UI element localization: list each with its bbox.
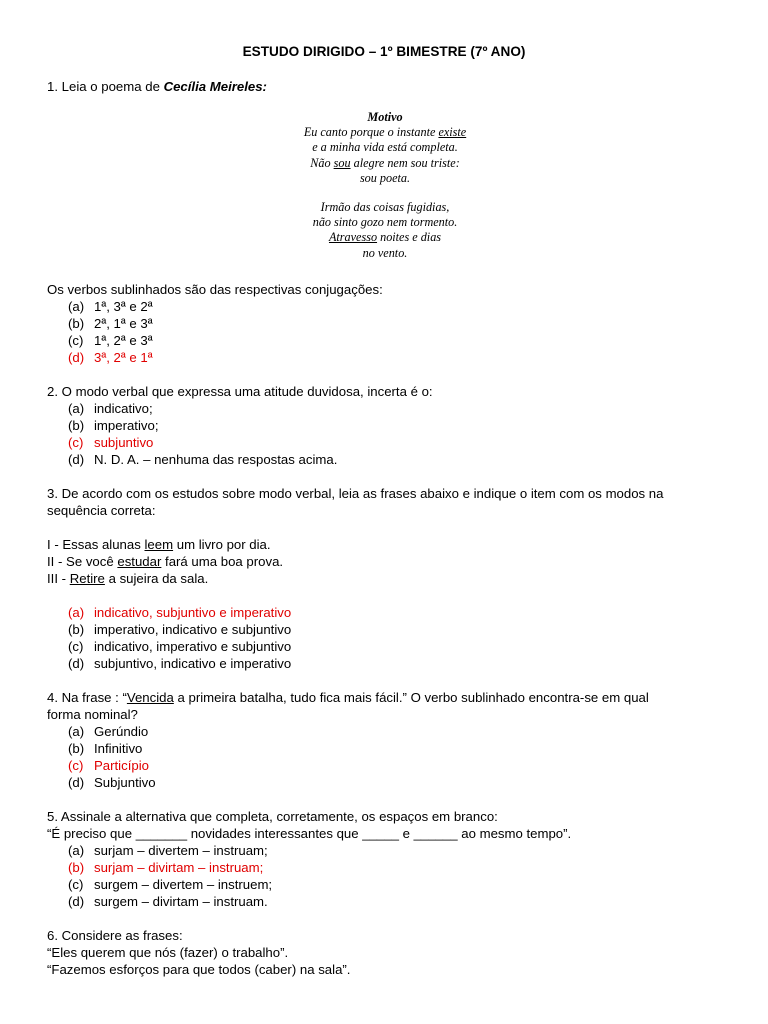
option-label: (d) <box>68 656 85 671</box>
q3-option-d[interactable] <box>68 655 291 672</box>
q4-question-line-2: forma nominal? <box>47 707 138 722</box>
sentence-text: a sujeira da sala. <box>104 571 209 586</box>
poem-text: noites e dias <box>377 230 442 245</box>
underlined-verb: leem <box>144 537 174 552</box>
poem-text: Eu canto porque o instante <box>303 125 439 140</box>
poem-line <box>200 156 570 171</box>
option-label: (c) <box>68 333 84 348</box>
q2-option-b[interactable] <box>68 417 159 434</box>
q1-question: Os verbos sublinhados são das respectivas conjugações: <box>47 282 383 297</box>
sentence-text: II - Se você <box>47 554 118 569</box>
q3-option-b[interactable] <box>68 621 291 638</box>
underlined-verb: Atravesso <box>328 230 378 245</box>
underlined-verb: existe <box>438 125 467 140</box>
option-text: surjam – divertem – instruam; <box>94 843 268 858</box>
option-label: (c) <box>68 758 84 773</box>
poem-text: Não <box>310 155 334 170</box>
option-label: (c) <box>68 639 84 654</box>
option-text: surjam – divirtam – instruam; <box>94 860 264 875</box>
option-text: 2ª, 1ª e 3ª <box>94 316 153 331</box>
option-text: indicativo; <box>94 401 153 416</box>
option-text: indicativo, imperativo e subjuntivo <box>94 639 292 654</box>
q4-option-b[interactable] <box>68 740 142 757</box>
option-text: 1ª, 2ª e 3ª <box>94 333 153 348</box>
q3-question-line-2: sequência correta: <box>47 503 156 518</box>
option-label: (c) <box>68 435 84 450</box>
q1-intro <box>47 78 267 95</box>
q6-question: 6. Considere as frases: <box>47 928 183 943</box>
poem-line <box>200 230 570 245</box>
stanza-gap <box>200 186 570 200</box>
underlined-verb: estudar <box>117 554 162 569</box>
poem-line: no vento. <box>362 245 408 260</box>
q3-question-line-1: 3. De acordo com os estudos sobre modo verbal, leia as frases abaixo e indique o item com os modos na <box>47 486 664 501</box>
q5-option-b-answer[interactable] <box>68 859 263 876</box>
option-label: (d) <box>68 350 85 365</box>
q1-intro-text: 1. Leia o poema de <box>47 79 164 94</box>
underlined-verb: Retire <box>69 571 105 586</box>
q1-option-b[interactable] <box>68 315 153 332</box>
q2-option-a[interactable] <box>68 400 153 417</box>
sentence-text: fará uma boa prova. <box>161 554 284 569</box>
poem-line: não sinto gozo nem tormento. <box>312 215 458 230</box>
option-text: N. D. A. – nenhuma das respostas acima. <box>94 452 338 467</box>
option-label: (b) <box>68 860 85 875</box>
poem-title: Motivo <box>367 110 403 124</box>
poem-line: sou poeta. <box>359 170 411 185</box>
option-label: (c) <box>68 877 84 892</box>
option-label: (a) <box>68 605 85 620</box>
q4-question-line-1 <box>47 689 649 706</box>
option-label: (d) <box>68 775 85 790</box>
q3-sentence-1 <box>47 536 271 553</box>
document-title: ESTUDO DIRIGIDO – 1º BIMESTRE (7º ANO) <box>242 44 526 59</box>
option-label: (d) <box>68 452 85 467</box>
poem-line: Irmão das coisas fugidias, <box>320 200 450 215</box>
option-text: Gerúndio <box>94 724 149 739</box>
q5-sentence: “É preciso que _______ novidades interessantes que _____ e ______ ao mesmo tempo”. <box>47 826 572 841</box>
poem-text: alegre nem sou triste: <box>350 155 460 170</box>
option-text: Infinitivo <box>94 741 143 756</box>
option-text: surgem – divirtam – instruam. <box>94 894 268 909</box>
q3-option-a-answer[interactable] <box>68 604 291 621</box>
q5-option-c[interactable] <box>68 876 272 893</box>
q2-option-c-answer[interactable] <box>68 434 153 451</box>
q6-sentence-1: “Eles querem que nós (fazer) o trabalho”. <box>47 945 289 960</box>
q4-option-c-answer[interactable] <box>68 757 149 774</box>
q2-option-d[interactable] <box>68 451 337 468</box>
option-text: 1ª, 3ª e 2ª <box>94 299 153 314</box>
question-text: a primeira batalha, tudo fica mais fácil.” O verbo sublinhado encontra-se em qual <box>173 690 649 705</box>
q2-question: 2. O modo verbal que expressa uma atitude duvidosa, incerta é o: <box>47 384 433 399</box>
q1-option-d-answer[interactable] <box>68 349 153 366</box>
option-label: (a) <box>68 843 85 858</box>
option-text: subjuntivo, indicativo e imperativo <box>94 656 292 671</box>
q6-sentence-2: “Fazemos esforços para que todos (caber) na sala”. <box>47 962 351 977</box>
q5-option-d[interactable] <box>68 893 268 910</box>
option-text: Particípio <box>94 758 149 773</box>
option-label: (b) <box>68 622 85 637</box>
option-text: subjuntivo <box>94 435 154 450</box>
q4-option-d[interactable] <box>68 774 156 791</box>
option-text: indicativo, subjuntivo e imperativo <box>94 605 292 620</box>
poem-line <box>200 125 570 140</box>
sentence-text: um livro por dia. <box>173 537 271 552</box>
option-label: (a) <box>68 401 85 416</box>
q1-option-a[interactable] <box>68 298 153 315</box>
option-text: Subjuntivo <box>94 775 156 790</box>
poem-line: e a minha vida está completa. <box>312 140 458 155</box>
sentence-text: I - Essas alunas <box>47 537 145 552</box>
q4-option-a[interactable] <box>68 723 148 740</box>
question-text: 4. Na frase : “ <box>47 690 127 705</box>
poem <box>200 110 570 261</box>
option-text: imperativo; <box>94 418 159 433</box>
option-label: (b) <box>68 741 85 756</box>
q3-option-c[interactable] <box>68 638 291 655</box>
option-label: (a) <box>68 724 85 739</box>
poem-author: Cecília Meireles: <box>163 79 267 94</box>
q5-question: 5. Assinale a alternativa que completa, corretamente, os espaços em branco: <box>47 809 498 824</box>
q3-sentence-2 <box>47 553 283 570</box>
underlined-verb: sou <box>333 155 351 170</box>
option-text: surgem – divertem – instruem; <box>94 877 273 892</box>
sentence-text: III - <box>47 571 70 586</box>
option-label: (a) <box>68 299 85 314</box>
q5-option-a[interactable] <box>68 842 268 859</box>
option-label: (b) <box>68 418 85 433</box>
option-label: (b) <box>68 316 85 331</box>
q1-option-c[interactable] <box>68 332 153 349</box>
q3-sentence-3 <box>47 570 208 587</box>
option-text: 3ª, 2ª e 1ª <box>94 350 153 365</box>
underlined-verb: Vencida <box>126 690 174 705</box>
option-label: (d) <box>68 894 85 909</box>
option-text: imperativo, indicativo e subjuntivo <box>94 622 292 637</box>
